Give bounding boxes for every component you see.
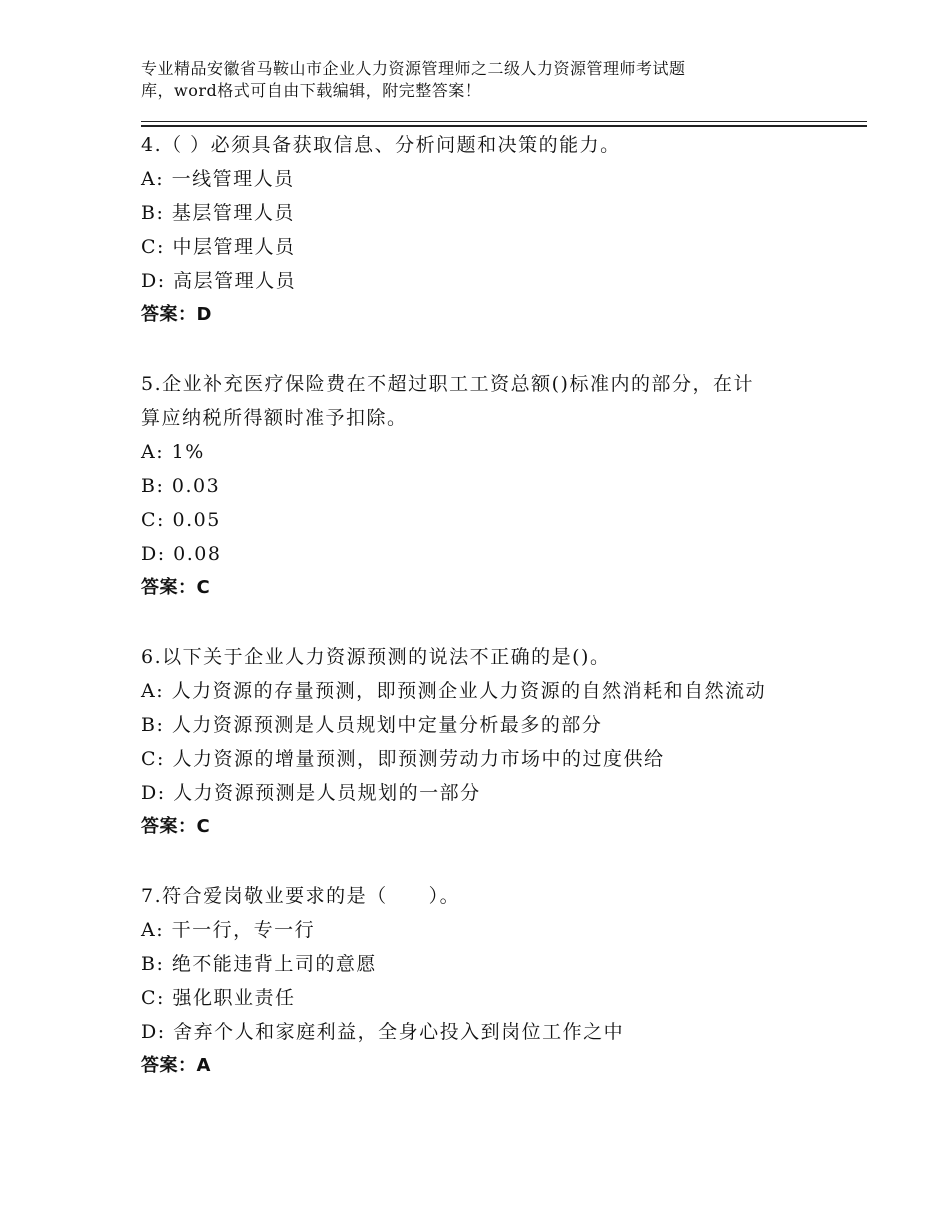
question-answer: 答案：C (141, 816, 211, 837)
question-stem: 4.（ ）必须具备获取信息、分析问题和决策的能力。 (141, 134, 621, 156)
question-option: A: 干一行，专一行 (141, 919, 316, 941)
question-option: C: 中层管理人员 (141, 236, 296, 258)
question-option: D: 高层管理人员 (141, 270, 297, 292)
question-list (141, 128, 861, 1083)
question-option: A: 1% (141, 441, 205, 463)
question-option: B: 0.03 (141, 475, 221, 497)
header-divider-thick (141, 125, 867, 127)
question-option: B: 人力资源预测是人员规划中定量分析最多的部分 (141, 714, 603, 736)
header-divider-thin (141, 121, 867, 122)
document-header (141, 58, 781, 102)
question-1 (141, 128, 861, 332)
question-option: D: 0.08 (141, 543, 222, 565)
question-answer: 答案：D (141, 304, 212, 325)
question-option: A: 一线管理人员 (141, 168, 295, 190)
question-option: B: 基层管理人员 (141, 202, 295, 224)
header-title-line-1: 专业精品安徽省马鞍山市企业人力资源管理师之二级人力资源管理师考试题 (141, 59, 686, 78)
question-option: C: 强化职业责任 (141, 987, 296, 1009)
question-option: D: 人力资源预测是人员规划的一部分 (141, 782, 481, 804)
question-option: A: 人力资源的存量预测，即预测企业人力资源的自然消耗和自然流动 (141, 680, 767, 702)
question-answer: 答案：A (141, 1055, 211, 1076)
question-stem: 5.企业补充医疗保险费在不超过职工工资总额()标准内的部分，在计 (141, 373, 754, 395)
question-4 (141, 879, 861, 1083)
question-stem: 算应纳税所得额时准予扣除。 (141, 407, 408, 429)
question-stem: 6.以下关于企业人力资源预测的说法不正确的是()。 (141, 646, 611, 668)
question-option: B: 绝不能违背上司的意愿 (141, 953, 377, 975)
question-answer: 答案：C (141, 577, 211, 598)
question-2 (141, 367, 861, 605)
question-3 (141, 640, 861, 844)
question-option: D: 舍弃个人和家庭利益，全身心投入到岗位工作之中 (141, 1021, 625, 1043)
question-option: C: 人力资源的增量预测，即预测劳动力市场中的过度供给 (141, 748, 665, 770)
question-option: C: 0.05 (141, 509, 221, 531)
header-title-line-2: 库，word格式可自由下载编辑，附完整答案！ (141, 81, 482, 100)
question-stem: 7.符合爱岗敬业要求的是（ ）。 (141, 885, 461, 907)
